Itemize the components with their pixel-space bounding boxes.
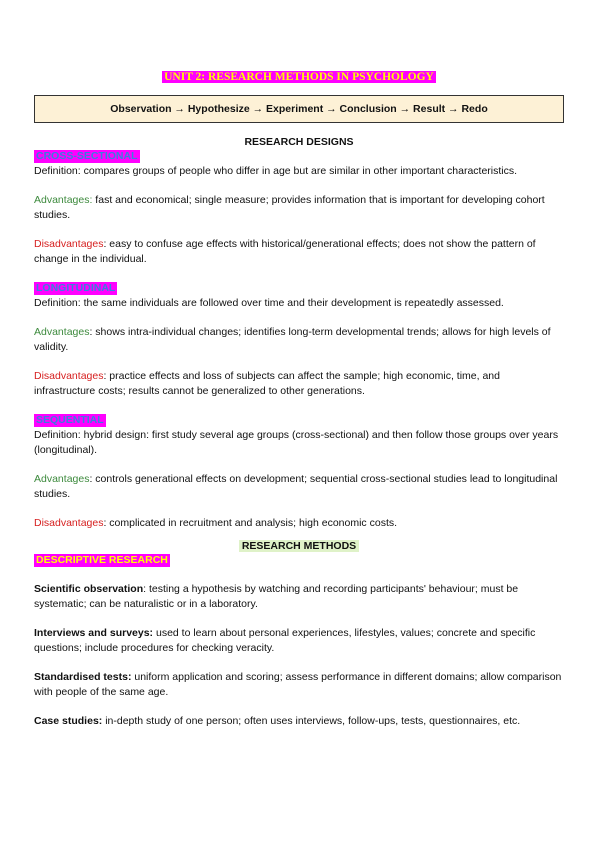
unit-title: [34, 70, 564, 85]
scientific-method-flow: Observation → Hypothesize → Experiment → Conclusion → Result → Redo: [34, 95, 564, 123]
method-item-standardised-tests: Standardised tests: uniform application and scoring; assess performance in different domains; allow comparison with people of the same age.: [34, 671, 562, 698]
method-term: Standardised tests:: [34, 671, 132, 683]
sequential-section: [34, 413, 564, 531]
research-designs-heading: RESEARCH DESIGNS: [34, 135, 564, 149]
sequential-advantages: Advantages: controls generational effects on development; sequential cross-sectional studies lead to longitudinal studies.: [34, 473, 558, 500]
cross-sectional-section: [34, 149, 564, 267]
sequential-title: SEQUENTIAL: [36, 414, 104, 426]
descriptive-research-section: [34, 553, 564, 729]
method-term: Scientific observation: [34, 583, 144, 595]
unit-title-text: UNIT 2: RESEARCH METHODS IN PSYCHOLOGY: [164, 71, 434, 83]
method-term: Interviews and surveys:: [34, 627, 154, 639]
document-page: [34, 70, 564, 729]
cross-sectional-advantages: Advantages: fast and economical; single measure; provides information that is important for developing cohort studies.: [34, 194, 545, 221]
sequential-disadvantages: Disadvantages: complicated in recruitment and analysis; high economic costs.: [34, 517, 398, 529]
advantages-label: Advantages:: [34, 194, 93, 206]
advantages-label: Advantages: [34, 473, 90, 485]
longitudinal-advantages: Advantages: shows intra-individual changes; identifies long-term developmental trends; allows for high levels of validity.: [34, 326, 551, 353]
method-item-interviews-surveys: Interviews and surveys: used to learn about personal experiences, lifestyles, values; concrete and specific questions; include procedures for checking veracity.: [34, 627, 536, 654]
research-methods-heading: RESEARCH METHODS: [34, 539, 564, 553]
descriptive-research-title: DESCRIPTIVE RESEARCH: [36, 554, 168, 566]
method-item-scientific-observation: Scientific observation: testing a hypothesis by watching and recording participants' behaviour; must be systematic; can be naturalistic or in a laboratory.: [34, 583, 519, 610]
disadvantages-label: Disadvantages: [34, 517, 104, 529]
cross-sectional-title: CROSS-SECTIONAL: [36, 150, 138, 162]
longitudinal-disadvantages: Disadvantages: practice effects and loss of subjects can affect the sample; high economic, time, and infrastructure costs; results cannot be generalized to other generations.: [34, 370, 500, 397]
cross-sectional-disadvantages: Disadvantages: easy to confuse age effects with historical/generational effects; does not show the pattern of change in the individual.: [34, 238, 536, 265]
longitudinal-definition: Definition: the same individuals are followed over time and their development is repeatedly assessed.: [34, 297, 504, 309]
cross-sectional-definition: Definition: compares groups of people who differ in age but are similar in other important characteristics.: [34, 165, 518, 177]
longitudinal-section: [34, 281, 564, 399]
method-item-case-studies: Case studies: in-depth study of one person; often uses interviews, follow-ups, tests, questionnaires, etc.: [34, 715, 521, 727]
advantages-label: Advantages: [34, 326, 90, 338]
longitudinal-title: LONGITUDINAL: [36, 282, 116, 294]
disadvantages-label: Disadvantages: [34, 370, 104, 382]
sequential-definition: Definition: hybrid design: first study several age groups (cross-sectional) and then follow those groups over years (longitudinal).: [34, 429, 559, 456]
disadvantages-label: Disadvantages: [34, 238, 104, 250]
method-term: Case studies:: [34, 715, 103, 727]
